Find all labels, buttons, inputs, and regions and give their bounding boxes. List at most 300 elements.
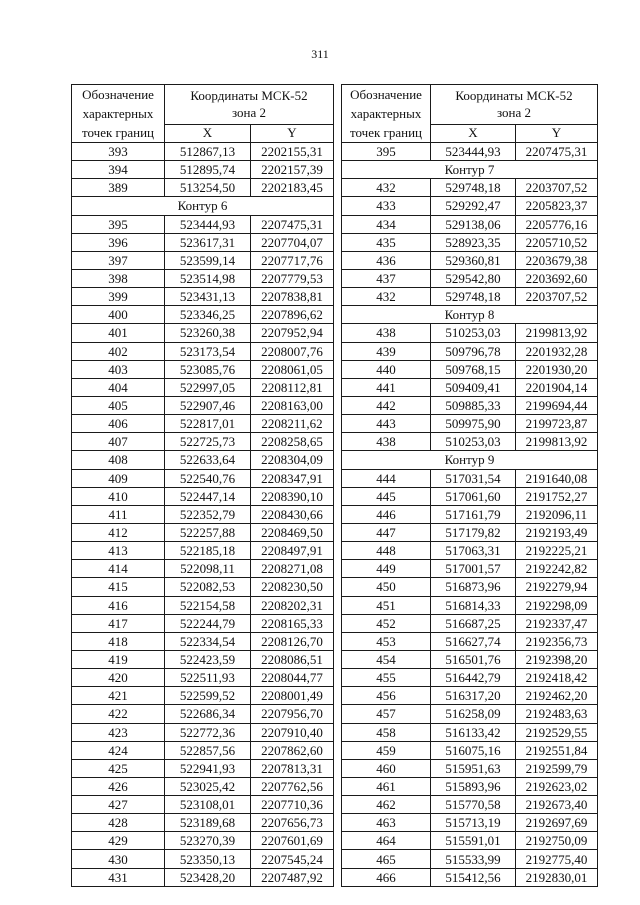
x-coordinate-cell: 522907,46 [165,396,251,414]
x-coordinate-cell: 528923,35 [431,233,516,251]
y-coordinate-cell: 2205710,52 [516,233,598,251]
y-coordinate-cell: 2192298,09 [516,596,598,614]
point-id-cell: 433 [342,197,431,215]
y-coordinate-cell: 2207487,92 [251,868,334,886]
designation-header [342,85,431,143]
table-row [72,542,334,560]
y-coordinate-cell: 2192462,20 [516,687,598,705]
point-id-cell: 432 [342,179,431,197]
table-row [342,505,598,523]
table-row [342,197,598,215]
x-coordinate-cell: 509796,78 [431,342,516,360]
x-coordinate-cell: 516501,76 [431,650,516,668]
table-row [72,632,334,650]
x-coordinate-cell: 515713,19 [431,814,516,832]
table-row [72,505,334,523]
coordinates-header [431,85,598,125]
x-coordinate-cell: 522817,01 [165,415,251,433]
table-row [342,233,598,251]
x-coordinate-cell: 516133,42 [431,723,516,741]
table-row [342,469,598,487]
contour-group-row [342,306,598,324]
y-coordinate-cell: 2192242,82 [516,560,598,578]
point-id-cell: 428 [72,814,165,832]
point-id-cell: 445 [342,487,431,505]
point-id-cell: 415 [72,578,165,596]
point-id-cell: 429 [72,832,165,850]
y-coordinate-cell: 2202155,31 [251,143,334,161]
table-row [72,596,334,614]
y-column-header: Y [251,124,334,142]
point-id-cell: 455 [342,669,431,687]
point-id-cell: 439 [342,342,431,360]
x-coordinate-cell: 515770,58 [431,796,516,814]
x-coordinate-cell: 522423,59 [165,650,251,668]
point-id-cell: 437 [342,269,431,287]
table-row [72,578,334,596]
table-row [72,233,334,251]
x-coordinate-cell: 517061,60 [431,487,516,505]
x-coordinate-cell: 522185,18 [165,542,251,560]
contour-group-row [342,161,598,179]
table-row [72,814,334,832]
point-id-cell: 456 [342,687,431,705]
x-coordinate-cell: 522244,79 [165,614,251,632]
y-coordinate-cell: 2201930,20 [516,360,598,378]
point-id-cell: 446 [342,505,431,523]
point-id-cell: 447 [342,523,431,541]
point-id-cell: 427 [72,796,165,814]
point-id-cell: 408 [72,451,165,469]
table-row [72,433,334,451]
point-id-cell: 454 [342,650,431,668]
y-coordinate-cell: 2205776,16 [516,215,598,233]
point-id-cell: 406 [72,415,165,433]
y-coordinate-cell: 2203707,52 [516,179,598,197]
table-row [72,560,334,578]
y-coordinate-cell: 2207545,24 [251,850,334,868]
y-coordinate-cell: 2207656,73 [251,814,334,832]
x-coordinate-cell: 510253,03 [431,433,516,451]
x-coordinate-cell: 522941,93 [165,759,251,777]
table-row [342,487,598,505]
y-coordinate-cell: 2205823,37 [516,197,598,215]
point-id-cell: 436 [342,251,431,269]
contour-label: Контур 7 [342,161,598,179]
point-id-cell: 435 [342,233,431,251]
table-row [72,832,334,850]
x-coordinate-cell: 523514,98 [165,269,251,287]
table-row [342,324,598,342]
point-id-cell: 459 [342,741,431,759]
x-coordinate-cell: 515533,99 [431,850,516,868]
table-row [342,360,598,378]
table-row [342,523,598,541]
y-coordinate-cell: 2192483,63 [516,705,598,723]
table-row [72,487,334,505]
y-coordinate-cell: 2207952,94 [251,324,334,342]
point-id-cell: 430 [72,850,165,868]
y-coordinate-cell: 2192096,11 [516,505,598,523]
table-row [342,433,598,451]
x-coordinate-cell: 523350,13 [165,850,251,868]
x-coordinate-cell: 509768,15 [431,360,516,378]
y-coordinate-cell: 2208230,50 [251,578,334,596]
point-id-cell: 424 [72,741,165,759]
y-coordinate-cell: 2208258,65 [251,433,334,451]
table-row [342,415,598,433]
table-row [72,360,334,378]
table-row [342,215,598,233]
table-row [342,596,598,614]
table-row [72,342,334,360]
y-coordinate-cell: 2208497,91 [251,542,334,560]
table-row [342,578,598,596]
point-id-cell: 434 [342,215,431,233]
x-coordinate-cell: 529138,06 [431,215,516,233]
x-coordinate-cell: 522540,76 [165,469,251,487]
point-id-cell: 395 [342,143,431,161]
table-body-right [342,143,598,887]
point-id-cell: 411 [72,505,165,523]
y-coordinate-cell: 2207762,56 [251,777,334,795]
table-row [72,650,334,668]
y-coordinate-cell: 2199813,92 [516,324,598,342]
point-id-cell: 412 [72,523,165,541]
y-coordinate-cell: 2208304,09 [251,451,334,469]
coordinates-header-line: Координаты МСК-52 [455,88,573,103]
table-row [72,705,334,723]
point-id-cell: 422 [72,705,165,723]
point-id-cell: 461 [342,777,431,795]
x-column-header: X [431,124,516,142]
x-coordinate-cell: 512867,13 [165,143,251,161]
y-coordinate-cell: 2207475,31 [251,215,334,233]
point-id-cell: 399 [72,288,165,306]
y-coordinate-cell: 2208086,51 [251,650,334,668]
contour-group-row [342,451,598,469]
table-row [342,269,598,287]
x-coordinate-cell: 523108,01 [165,796,251,814]
table-row [342,251,598,269]
point-id-cell: 443 [342,415,431,433]
x-coordinate-cell: 522257,88 [165,523,251,541]
coordinates-table-right [341,84,598,887]
y-coordinate-cell: 2203679,38 [516,251,598,269]
table-row [342,814,598,832]
y-coordinate-cell: 2192775,40 [516,850,598,868]
y-coordinate-cell: 2192830,01 [516,868,598,886]
x-coordinate-cell: 529542,80 [431,269,516,287]
table-row [342,705,598,723]
point-id-cell: 400 [72,306,165,324]
designation-header-line: точек границ [81,125,155,140]
x-coordinate-cell: 516075,16 [431,741,516,759]
table-row [72,669,334,687]
table-row [72,523,334,541]
point-id-cell: 423 [72,723,165,741]
x-coordinate-cell: 529292,47 [431,197,516,215]
x-coordinate-cell: 517179,82 [431,523,516,541]
y-coordinate-cell: 2192356,73 [516,632,598,650]
contour-group-row [72,197,334,215]
point-id-cell: 389 [72,179,165,197]
table-row [72,215,334,233]
point-id-cell: 460 [342,759,431,777]
point-id-cell: 425 [72,759,165,777]
table-row [342,687,598,705]
x-coordinate-cell: 522599,52 [165,687,251,705]
x-coordinate-cell: 522772,36 [165,723,251,741]
x-coordinate-cell: 517161,79 [431,505,516,523]
y-coordinate-cell: 2191752,27 [516,487,598,505]
y-coordinate-cell: 2207910,40 [251,723,334,741]
table-row [342,741,598,759]
y-coordinate-cell: 2199694,44 [516,396,598,414]
contour-label: Контур 6 [72,197,334,215]
y-coordinate-cell: 2192225,21 [516,542,598,560]
table-row [72,324,334,342]
y-coordinate-cell: 2192750,09 [516,832,598,850]
table-row [342,777,598,795]
point-id-cell: 409 [72,469,165,487]
point-id-cell: 410 [72,487,165,505]
point-id-cell: 405 [72,396,165,414]
x-coordinate-cell: 515591,01 [431,832,516,850]
contour-label: Контур 8 [342,306,598,324]
table-row [342,378,598,396]
designation-header-line: Обозначение [82,87,154,102]
x-coordinate-cell: 522334,54 [165,632,251,650]
point-id-cell: 393 [72,143,165,161]
table-row [72,850,334,868]
y-coordinate-cell: 2208126,70 [251,632,334,650]
designation-header-line: точек границ [349,125,423,140]
table-row [72,796,334,814]
y-coordinate-cell: 2192697,69 [516,814,598,832]
x-coordinate-cell: 523444,93 [431,143,516,161]
point-id-cell: 438 [342,324,431,342]
point-id-cell: 466 [342,868,431,886]
point-id-cell: 431 [72,868,165,886]
x-coordinate-cell: 522857,56 [165,741,251,759]
y-coordinate-cell: 2192337,47 [516,614,598,632]
designation-header [72,85,165,143]
point-id-cell: 394 [72,161,165,179]
point-id-cell: 464 [342,832,431,850]
y-coordinate-cell: 2208202,31 [251,596,334,614]
x-column-header: X [165,124,251,142]
y-coordinate-cell: 2192623,02 [516,777,598,795]
x-coordinate-cell: 517031,54 [431,469,516,487]
x-coordinate-cell: 522725,73 [165,433,251,451]
point-id-cell: 462 [342,796,431,814]
y-coordinate-cell: 2207813,31 [251,759,334,777]
y-coordinate-cell: 2192193,49 [516,523,598,541]
x-coordinate-cell: 523025,42 [165,777,251,795]
table-row [342,560,598,578]
point-id-cell: 404 [72,378,165,396]
y-coordinate-cell: 2199723,87 [516,415,598,433]
y-coordinate-cell: 2207779,53 [251,269,334,287]
point-id-cell: 395 [72,215,165,233]
x-coordinate-cell: 523599,14 [165,251,251,269]
table-row [72,723,334,741]
point-id-cell: 432 [342,288,431,306]
x-coordinate-cell: 523173,54 [165,342,251,360]
table-row [72,759,334,777]
x-coordinate-cell: 522098,11 [165,560,251,578]
y-coordinate-cell: 2208430,66 [251,505,334,523]
table-body-left [72,143,334,887]
table-row [342,542,598,560]
y-coordinate-cell: 2192529,55 [516,723,598,741]
page-number: 311 [311,47,329,61]
table-row [72,251,334,269]
y-coordinate-cell: 2202183,45 [251,179,334,197]
table-row [72,777,334,795]
x-coordinate-cell: 516258,09 [431,705,516,723]
x-coordinate-cell: 509885,33 [431,396,516,414]
table-row [72,396,334,414]
table-row [72,269,334,287]
point-id-cell: 442 [342,396,431,414]
point-id-cell: 457 [342,705,431,723]
x-coordinate-cell: 523085,76 [165,360,251,378]
y-coordinate-cell: 2208001,49 [251,687,334,705]
x-coordinate-cell: 529360,81 [431,251,516,269]
table-row [342,723,598,741]
point-id-cell: 463 [342,814,431,832]
y-coordinate-cell: 2192673,40 [516,796,598,814]
x-coordinate-cell: 522352,79 [165,505,251,523]
point-id-cell: 413 [72,542,165,560]
designation-header-line: характерных [82,106,154,121]
x-coordinate-cell: 516873,96 [431,578,516,596]
table-row [342,632,598,650]
y-coordinate-cell: 2208347,91 [251,469,334,487]
y-coordinate-cell: 2199813,92 [516,433,598,451]
x-coordinate-cell: 522082,53 [165,578,251,596]
point-id-cell: 444 [342,469,431,487]
y-coordinate-cell: 2191640,08 [516,469,598,487]
designation-header-line: Обозначение [350,87,422,102]
table-row [342,796,598,814]
table-row [342,614,598,632]
y-coordinate-cell: 2208112,81 [251,378,334,396]
table-row [342,832,598,850]
y-coordinate-cell: 2208390,10 [251,487,334,505]
y-coordinate-cell: 2192279,94 [516,578,598,596]
point-id-cell: 416 [72,596,165,614]
table-row [72,288,334,306]
point-id-cell: 401 [72,324,165,342]
y-coordinate-cell: 2192398,20 [516,650,598,668]
table-row [72,741,334,759]
table-row [72,161,334,179]
table-row [342,179,598,197]
y-coordinate-cell: 2208211,62 [251,415,334,433]
coordinates-header-line: Координаты МСК-52 [190,88,308,103]
point-id-cell: 441 [342,378,431,396]
table-row [72,868,334,886]
y-coordinate-cell: 2207956,70 [251,705,334,723]
y-coordinate-cell: 2208044,77 [251,669,334,687]
y-coordinate-cell: 2207838,81 [251,288,334,306]
point-id-cell: 421 [72,687,165,705]
x-coordinate-cell: 522447,14 [165,487,251,505]
point-id-cell: 420 [72,669,165,687]
y-coordinate-cell: 2207710,36 [251,796,334,814]
table-row [72,415,334,433]
coordinates-header [165,85,334,125]
x-coordinate-cell: 523431,13 [165,288,251,306]
point-id-cell: 449 [342,560,431,578]
point-id-cell: 414 [72,560,165,578]
point-id-cell: 452 [342,614,431,632]
point-id-cell: 465 [342,850,431,868]
table-row [342,342,598,360]
table-row [72,687,334,705]
y-coordinate-cell: 2208271,08 [251,560,334,578]
table-row [72,378,334,396]
x-coordinate-cell: 516627,74 [431,632,516,650]
point-id-cell: 403 [72,360,165,378]
x-coordinate-cell: 517063,31 [431,542,516,560]
y-coordinate-cell: 2192599,79 [516,759,598,777]
x-coordinate-cell: 522686,34 [165,705,251,723]
table-row [72,179,334,197]
table-row [72,451,334,469]
table-row [342,868,598,886]
x-coordinate-cell: 509409,41 [431,378,516,396]
x-coordinate-cell: 523444,93 [165,215,251,233]
point-id-cell: 419 [72,650,165,668]
x-coordinate-cell: 523270,39 [165,832,251,850]
x-coordinate-cell: 510253,03 [431,324,516,342]
x-coordinate-cell: 523617,31 [165,233,251,251]
x-coordinate-cell: 522154,58 [165,596,251,614]
y-coordinate-cell: 2208061,05 [251,360,334,378]
y-coordinate-cell: 2201904,14 [516,378,598,396]
x-coordinate-cell: 529748,18 [431,288,516,306]
point-id-cell: 396 [72,233,165,251]
y-coordinate-cell: 2203707,52 [516,288,598,306]
y-coordinate-cell: 2202157,39 [251,161,334,179]
x-coordinate-cell: 513254,50 [165,179,251,197]
x-coordinate-cell: 523346,25 [165,306,251,324]
point-id-cell: 448 [342,542,431,560]
point-id-cell: 426 [72,777,165,795]
x-coordinate-cell: 523428,20 [165,868,251,886]
point-id-cell: 440 [342,360,431,378]
x-coordinate-cell: 517001,57 [431,560,516,578]
y-coordinate-cell: 2207717,76 [251,251,334,269]
y-coordinate-cell: 2207896,62 [251,306,334,324]
x-coordinate-cell: 522997,05 [165,378,251,396]
point-id-cell: 417 [72,614,165,632]
point-id-cell: 451 [342,596,431,614]
table-row [72,614,334,632]
point-id-cell: 450 [342,578,431,596]
table-row [342,396,598,414]
coordinates-header-line: зона 2 [231,105,267,120]
point-id-cell: 407 [72,433,165,451]
y-coordinate-cell: 2203692,60 [516,269,598,287]
y-coordinate-cell: 2207862,60 [251,741,334,759]
y-coordinate-cell: 2192551,84 [516,741,598,759]
x-coordinate-cell: 509975,90 [431,415,516,433]
